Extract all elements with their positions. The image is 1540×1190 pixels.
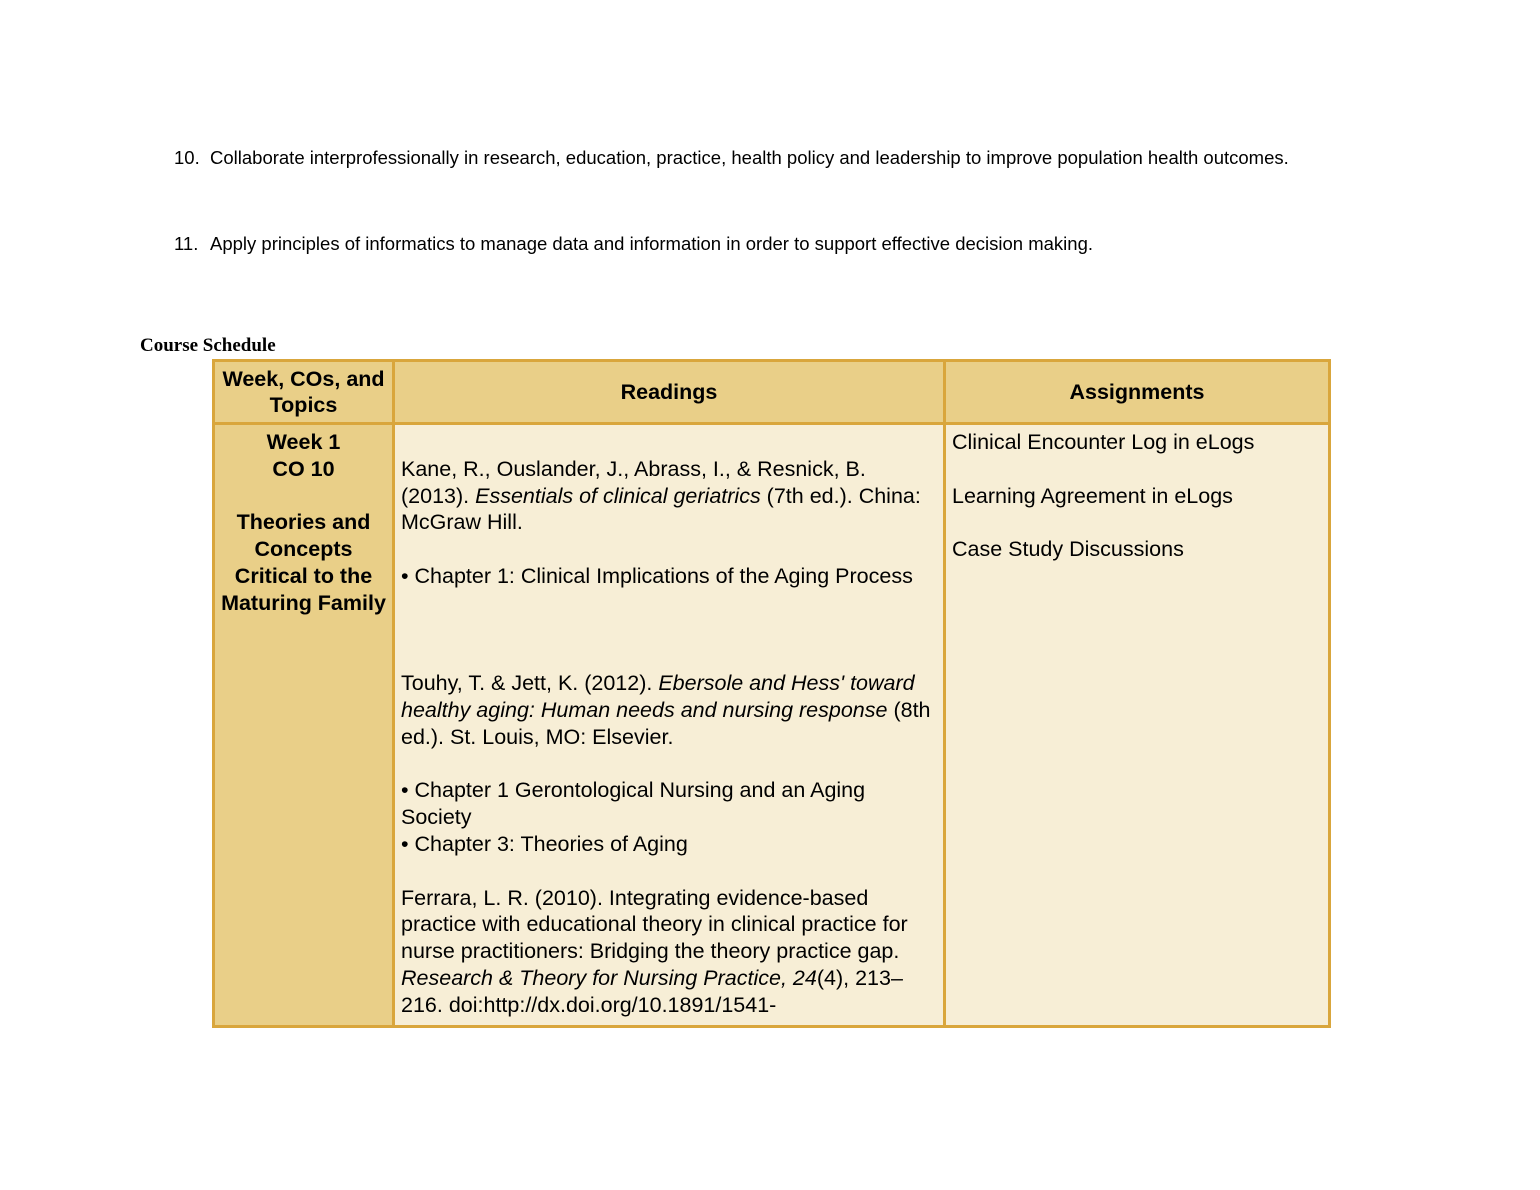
- citation-authors: Touhy, T. & Jett, K. (2012).: [401, 671, 659, 696]
- reading-chapter: • Chapter 3: Theories of Aging: [401, 831, 688, 856]
- citation-publisher: (7th ed.). China: McGraw Hill.: [401, 483, 921, 535]
- citation-authors: Ferrara, L. R. (2010). Integrating evidence-based practice with educational theory in clinical practice for nurse practitioners: Bridging the theory practice gap.: [401, 885, 908, 964]
- assignments-cell: [945, 424, 1330, 1027]
- outcome-text: Collaborate interprofessionally in research, education, practice, health policy and leadership to improve population health outcomes.: [210, 147, 1289, 168]
- citation-journal: Research & Theory for Nursing Practice, 24: [401, 965, 817, 990]
- header-assignments: Assignments: [945, 361, 1330, 424]
- assignment-item: Clinical Encounter Log in eLogs: [952, 430, 1255, 454]
- reading-citation: [401, 456, 937, 536]
- outcome-item: [174, 143, 1334, 172]
- assignment-item: Learning Agreement in eLogs: [952, 483, 1233, 508]
- course-schedule-title: Course Schedule: [140, 335, 276, 356]
- citation-publisher: (8th ed.). St. Louis, MO: Elsevier.: [401, 697, 931, 749]
- course-schedule-table: [212, 359, 1331, 1028]
- citation-title: Ebersole and Hess' toward healthy aging: Human needs and nursing response: [401, 671, 915, 722]
- header-readings: Readings: [394, 361, 945, 424]
- citation-title: Essentials of clinical geriatrics: [475, 483, 761, 508]
- outcome-number: 11.: [174, 233, 199, 254]
- header-week: Week, COs, and Topics: [214, 361, 394, 424]
- outcome-text: Apply principles of informatics to manage data and information in order to support effective decision making.: [210, 233, 1093, 254]
- citation-authors: Kane, R., Ouslander, J., Abrass, I., & Resnick, B. (2013).: [401, 456, 866, 508]
- table-row: [214, 424, 1330, 1027]
- reading-citation: [401, 670, 937, 750]
- reading-citation: [401, 885, 937, 1019]
- reading-chapter: • Chapter 1 Gerontological Nursing and an Aging Society: [401, 778, 866, 830]
- week-topic: Theories and Concepts Critical to the Maturing Family: [221, 510, 386, 615]
- outcome-item: [174, 229, 1334, 258]
- reading-chapter: • Chapter 1: Clinical Implications of the Aging Process: [401, 563, 913, 588]
- course-outcome-label: CO 10: [272, 456, 335, 481]
- citation-details: (4), 213–216. doi:http://dx.doi.org/10.1891/1541-: [401, 965, 903, 1017]
- table-header-row: [214, 361, 1330, 424]
- outcome-number: 10.: [174, 147, 200, 168]
- week-label: Week 1: [266, 430, 341, 454]
- assignment-item: Case Study Discussions: [952, 537, 1184, 562]
- week-cell: [214, 424, 394, 1027]
- readings-cell: [394, 424, 945, 1027]
